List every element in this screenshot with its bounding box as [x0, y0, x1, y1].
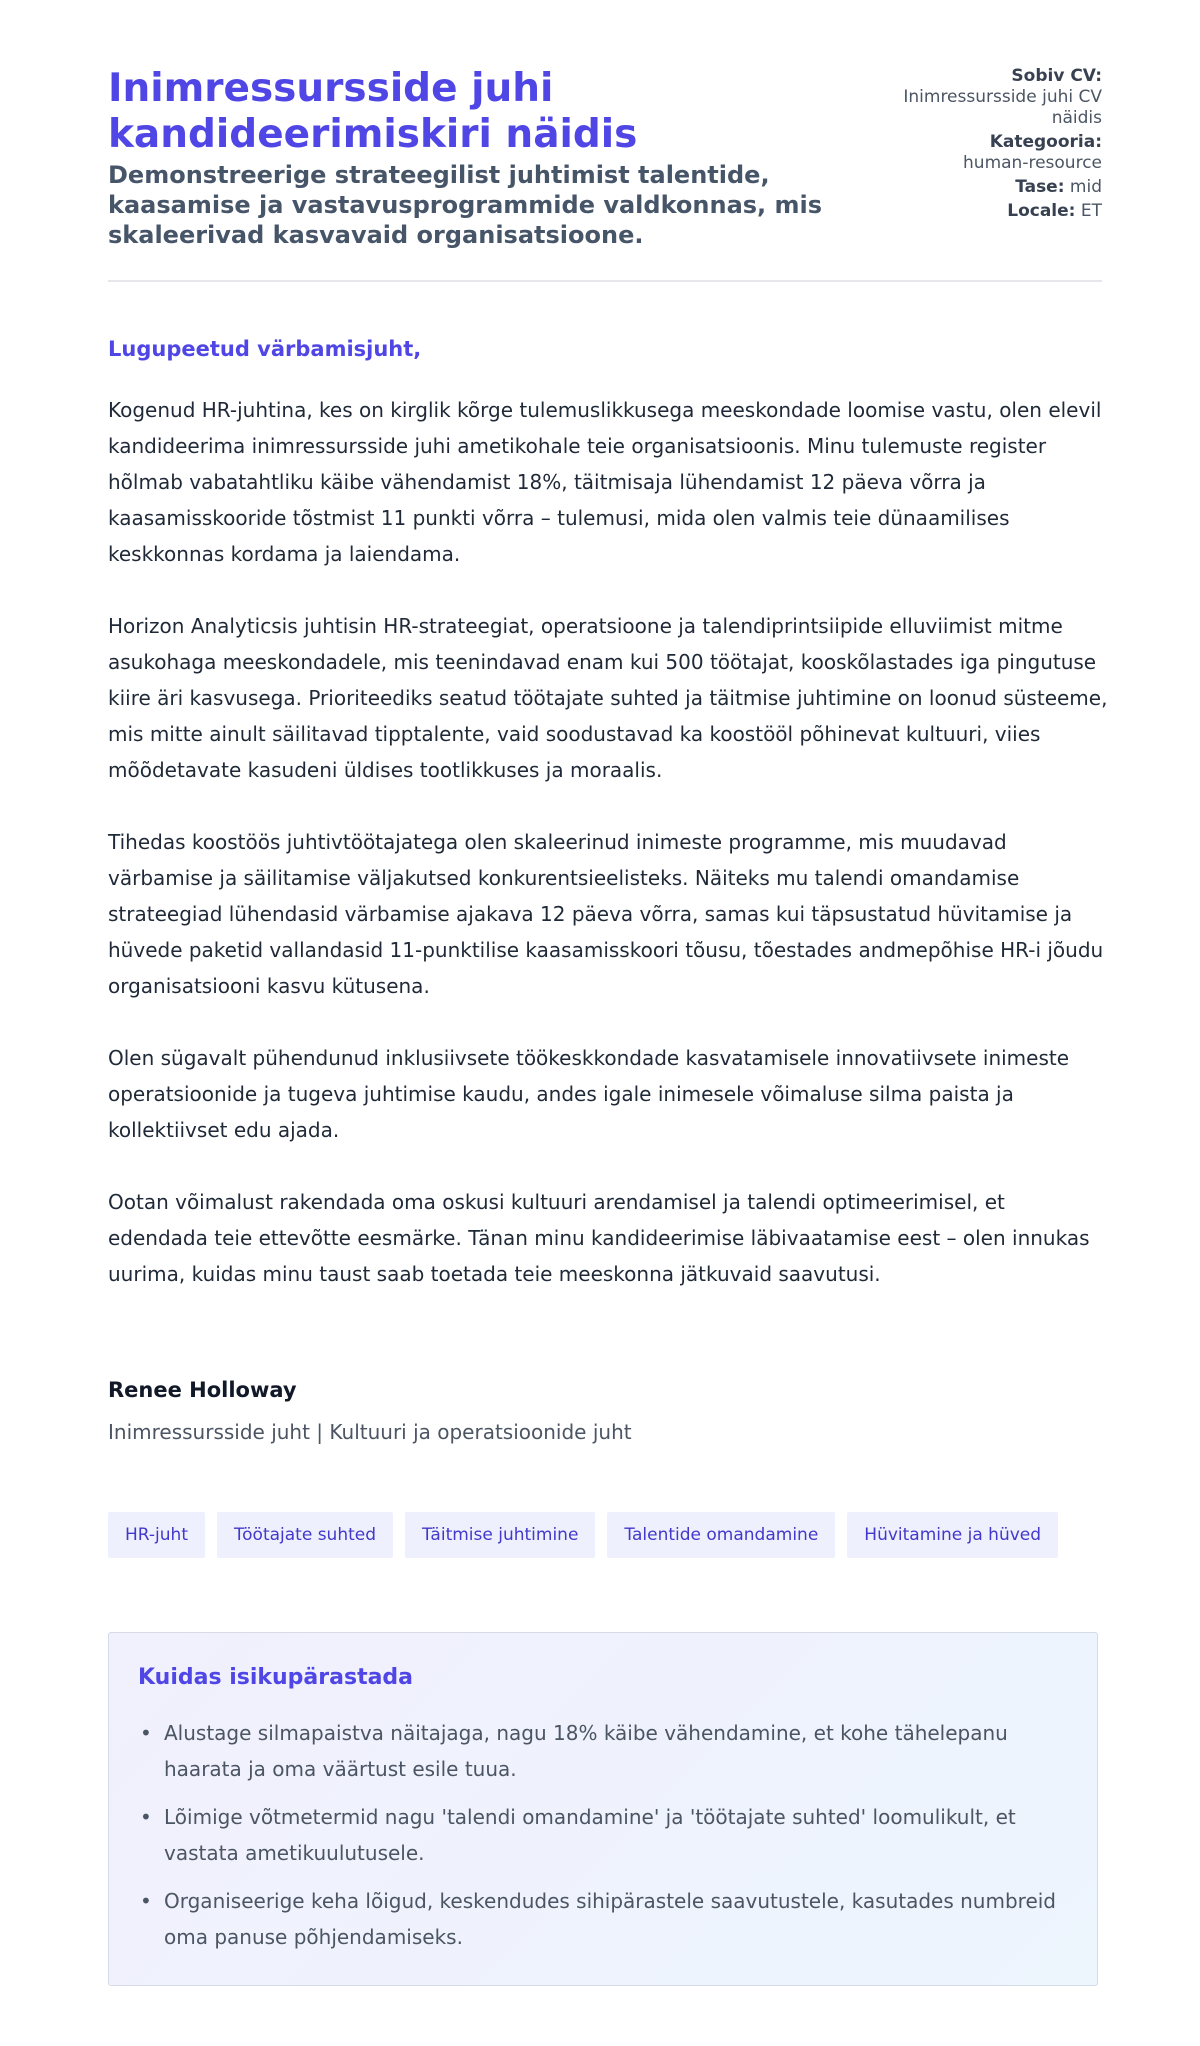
- tips-list: [140, 1715, 1064, 1967]
- signature-block: [108, 1375, 632, 1447]
- meta-category: [872, 132, 1102, 174]
- tips-item-text: Lõimige võtmetermid nagu 'talendi omandamine' ja 'töötajate suhted' loomulikult, et vastata ametikuulutusele.: [164, 1805, 1016, 1865]
- letter-paragraph-4: Olen sügavalt pühendunud inklusiivsete töökeskkondade kasvatamisele innovatiivsete inimeste operatsioonide ja tugeva juhtimise kaudu, andes igale inimesele võimaluse silma paista ja kollektiivset edu ajada.: [108, 1046, 1070, 1142]
- bullet-icon: •: [140, 1889, 152, 1913]
- tag-hr-juht: HR-juht: [108, 1512, 205, 1558]
- meta-locale-value: ET: [1080, 201, 1102, 221]
- tips-item-3: [140, 1883, 1064, 1955]
- meta-locale: [872, 201, 1102, 222]
- meta-category-label: Kategooria:: [989, 132, 1102, 152]
- tips-item-2: [140, 1799, 1064, 1871]
- tag-tootajate-suhted: Töötajate suhted: [217, 1512, 393, 1558]
- meta-cv-label: Sobiv CV:: [1011, 66, 1102, 86]
- meta-locale-label: Locale:: [1007, 201, 1076, 221]
- tag-huvitamine-ja-huved: Hüvitamine ja hüved: [847, 1512, 1058, 1558]
- tips-item-1: [140, 1715, 1064, 1787]
- tips-item-text: Organiseerige keha lõigud, keskendudes sihipärastele saavutustele, kasutades numbreid oma panuse põhjendamiseks.: [164, 1889, 1057, 1949]
- signature-title: Inimressursside juht | Kultuuri ja operatsioonide juht: [108, 1420, 632, 1444]
- letter-paragraph-2: Horizon Analyticsis juhtisin HR-strateegiat, operatsioone ja talendiprintsiipide elluviimist mitme asukohaga meeskondadele, mis teenindavad enam kui 500 töötajat, kooskõlastades iga pingutuse kiire äri kasvusega. Prioriteediks seatud töötajate suhted ja täitmise juhtimine on loonud süsteeme, mis mitte ainult säilitavad tipptalente, vaid soodustavad ka koostööl põhinevat kultuuri, viies mõõdetavate kasudeni üldises tootlikkuses ja moraalis.: [108, 614, 1108, 782]
- meta-cv: [872, 66, 1102, 129]
- meta-category-value: human-resource: [963, 153, 1102, 173]
- keyword-tags: [108, 1512, 1058, 1558]
- letter-paragraph-5: Ootan võimalust rakendada oma oskusi kultuuri arendamisel ja talendi optimeerimisel, et edendada teie ettevõtte eesmärke. Tänan minu kandideerimise läbivaatamise eest – olen innukas uurima, kuidas minu taust saab toetada teie meeskonna jätkuvaid saavutusi.: [108, 1190, 1090, 1286]
- meta-cv-value: Inimressursside juhi CV näidis: [903, 87, 1102, 128]
- meta-level: [872, 177, 1102, 198]
- letter-paragraph-1: Kogenud HR-juhtina, kes on kirglik kõrge tulemuslikkusega meeskondade loomise vastu, olen elevil kandideerima inimressursside juhi ametikohale teie organisatsioonis. Minu tulemuste register hõlmab vabatahtliku käibe vähendamist 18%, täitmisaja lühendamist 12 päeva võrra ja kaasamisskooride tõstmist 11 punkti võrra – tulemusi, mida olen valmis teie dünaamilises keskkonnas kordama ja laiendama.: [108, 398, 1102, 566]
- tag-talentide-omandamine: Talentide omandamine: [607, 1512, 835, 1558]
- bullet-icon: •: [140, 1721, 152, 1745]
- signature-name: Renee Holloway: [108, 1378, 297, 1402]
- page-subtitle: Demonstreerige strateegilist juhtimist talentide, kaasamise ja vastavusprogrammide valdkonnas, mis skaleerivad kasvavaid organisatsioone.: [108, 161, 823, 249]
- personalization-tips: [108, 1632, 1098, 1986]
- bullet-icon: •: [140, 1805, 152, 1829]
- meta-level-label: Tase:: [1015, 177, 1065, 197]
- tips-title: Kuidas isikupärastada: [138, 1665, 414, 1690]
- page-title: Inimressursside juhi kandideerimiskiri näidis: [108, 66, 638, 157]
- letter-greeting: Lugupeetud värbamisjuht,: [108, 337, 422, 361]
- meta-level-value: mid: [1069, 177, 1102, 197]
- page-header: [108, 66, 1102, 282]
- tips-item-text: Alustage silmapaistva näitajaga, nagu 18% käibe vähendamine, et kohe tähelepanu haarata ja oma väärtust esile tuua.: [164, 1721, 1008, 1781]
- letter-paragraph-3: Tihedas koostöös juhtivtöötajatega olen skaleerinud inimeste programme, mis muudavad värbamise ja säilitamise väljakutsed konkurentsieelisteks. Näiteks mu talendi omandamise strateegiad lühendasid värbamise ajakava 12 päeva võrra, samas kui täpsustatud hüvitamise ja hüvede paketid vallandasid 11-punktilise kaasamisskoori tõusu, tõestades andmepõhise HR-i jõudu organisatsiooni kasvu kütusena.: [108, 830, 1104, 998]
- tag-taitmise-juhtimine: Täitmise juhtimine: [405, 1512, 595, 1558]
- meta-panel: [872, 66, 1102, 225]
- letter-body: [108, 392, 1108, 1328]
